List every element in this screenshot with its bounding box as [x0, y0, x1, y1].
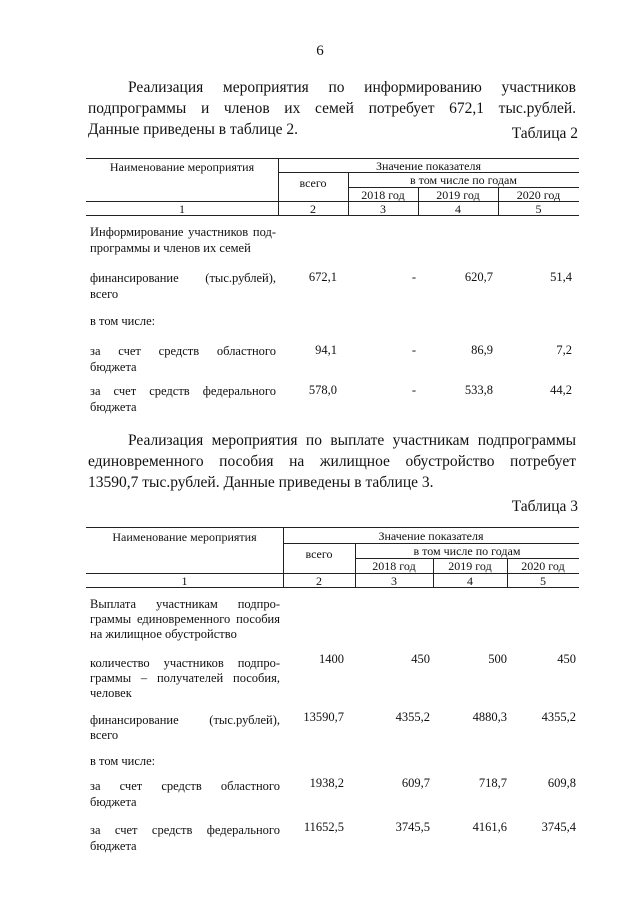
table-2-header-year-2018: 2018 год [361, 188, 405, 202]
table-3-row-1-label-line-3: на жилищное обустройство [90, 627, 237, 641]
table-3-row-2-label-line-3: человек [90, 686, 132, 700]
table-3-row-5-2018: 609,7 [401, 776, 430, 790]
table-3-col-num-5: 5 [540, 574, 546, 588]
page-number: 6 [316, 43, 324, 59]
table-3-row-6-total: 11652,5 [303, 820, 344, 834]
table-2-row-5-2020: 44,2 [550, 383, 572, 397]
table-3-row-3-2019: 4880,3 [472, 710, 507, 724]
table-2-row-1-label-line-2: программы и членов их семей [90, 241, 251, 255]
table-2-col-num-5: 5 [535, 202, 542, 216]
table-3-header-year-2020: 2020 год [521, 559, 565, 573]
paragraph-1-line-3: Данные приведены в таблице 2. [88, 121, 299, 138]
table-3-row-5-2020: 609,8 [547, 776, 576, 790]
table-3-row-1-label-line-1: Выплата участникам подпро- [90, 597, 280, 611]
table-3-row-6-2019: 4161,6 [472, 820, 507, 834]
table-3-row-3-total: 13590,7 [303, 710, 344, 724]
table-2-row-2-label-line-1: финансирование (тыс.рублей), [90, 271, 276, 285]
table-3-row-6-2020: 3745,4 [541, 820, 576, 834]
table-3-header-year-2018: 2018 год [372, 559, 416, 573]
table-2-header-by-years: в том числе по годам [410, 173, 517, 187]
table-3-row-2-label-line-2: граммы – получателей пособия, [90, 671, 280, 685]
table-3-header-total: всего [305, 547, 333, 561]
table-2-row-3-label: в том числе: [90, 314, 156, 328]
table-3-row-2-2018: 450 [411, 652, 430, 666]
table-2-header-name: Наименование мероприятия [109, 160, 255, 174]
table-3-row-2-2019: 500 [488, 652, 507, 666]
table-3-row-3-label-line-1: финансирование (тыс.рублей), [90, 713, 280, 727]
table-2-header-year-2019: 2019 год [436, 188, 480, 202]
table-2-col-num-4: 4 [455, 202, 461, 216]
table-2-col-num-3: 3 [380, 202, 386, 216]
table-2-row-4-2020: 7,2 [556, 343, 572, 357]
table-3-top-border [86, 527, 579, 528]
table-2-row-5-label-line-1: за счет средств федерального [90, 384, 276, 398]
table-3-col-num-3: 3 [391, 574, 397, 588]
table-3-row-5-total: 1938,2 [309, 776, 344, 790]
table-2-row-5-total: 578,0 [308, 383, 337, 397]
table-2-header-value: Значение показателя [375, 159, 482, 173]
table-2-row-4-2018: - [411, 343, 416, 357]
table-2-col-num-1: 1 [179, 202, 185, 216]
table-3-row-3-2020: 4355,2 [541, 710, 576, 724]
table-3-row-3-2018: 4355,2 [395, 710, 430, 724]
paragraph-2-line-2: единовременного пособия на жилищное обустройство потребует [88, 453, 576, 470]
table-2-row-4-total: 94,1 [315, 343, 337, 357]
table-3-row-2-label-line-1: количество участников подпро- [90, 656, 280, 670]
table-2-header-total: всего [299, 176, 327, 190]
table-2-row-4-label-line-1: за счет средств областного [90, 344, 276, 358]
table-3-col-num-2: 2 [316, 574, 322, 588]
table-2-row-2-2018: - [411, 270, 416, 284]
table-3-header-by-years: в том числе по годам [413, 544, 521, 558]
table-2-row-2-total: 672,1 [308, 270, 337, 284]
table-3-caption: Таблица 3 [511, 498, 578, 515]
table-3-col-num-4: 4 [467, 574, 473, 588]
table-2-row-4-2019: 86,9 [471, 343, 493, 357]
table-3-row-3-label-line-2: всего [90, 728, 119, 742]
table-2-row-5-2018: - [411, 383, 416, 397]
table-2-row-5-2019: 533,8 [464, 383, 493, 397]
table-3-header-name: Наименование мероприятия [112, 530, 257, 544]
table-3-col-num-1: 1 [181, 574, 188, 588]
table-2-header-year-2020: 2020 год [516, 188, 561, 202]
table-3-row-5-label-line-1: за счет средств областного [90, 779, 280, 793]
table-3-header-value: Значение показателя [378, 529, 484, 543]
table-3-row-6-2018: 3745,5 [395, 820, 430, 834]
paragraph-1-line-1: Реализация мероприятия по информированию участников [128, 79, 576, 96]
table-2-row-2-2019: 620,7 [464, 270, 493, 284]
table-2-top-border [86, 158, 579, 159]
table-2-row-2-2020: 51,4 [550, 270, 572, 284]
table-2-row-2-label-line-2: всего [90, 287, 119, 301]
table-3-row-2-2020: 450 [557, 652, 576, 666]
table-3-row-6-label-line-2: бюджета [90, 839, 137, 853]
table-2-row-5-label-line-2: бюджета [90, 400, 137, 414]
table-2-row-1-label-line-1: Информирование участников под- [90, 225, 276, 239]
table-3-row-2-total: 1400 [319, 652, 344, 666]
paragraph-2-line-1: Реализация мероприятия по выплате участникам подпрограммы [128, 432, 576, 449]
table-3-header-divider [86, 573, 579, 574]
table-3-row-5-label-line-2: бюджета [90, 795, 137, 809]
table-3-row-6-label-line-1: за счет средств федерального [90, 823, 280, 837]
table-3-row-5-2019: 718,7 [478, 776, 507, 790]
table-3-row-1-label-line-2: граммы единовременного пособия [90, 612, 280, 626]
paragraph-1-line-2: подпрограммы и членов их семей потребует 672,1 тыс.рублей. [88, 100, 576, 117]
table-2-col-num-2: 2 [310, 202, 316, 216]
table-2-row-4-label-line-2: бюджета [90, 360, 137, 374]
paragraph-2-line-3: 13590,7 тыс.рублей. Данные приведены в таблице 3. [88, 474, 434, 491]
table-3-header-year-2019: 2019 год [448, 559, 492, 573]
table-2-caption: Таблица 2 [511, 125, 578, 142]
table-3-row-4-label: в том числе: [90, 754, 156, 768]
